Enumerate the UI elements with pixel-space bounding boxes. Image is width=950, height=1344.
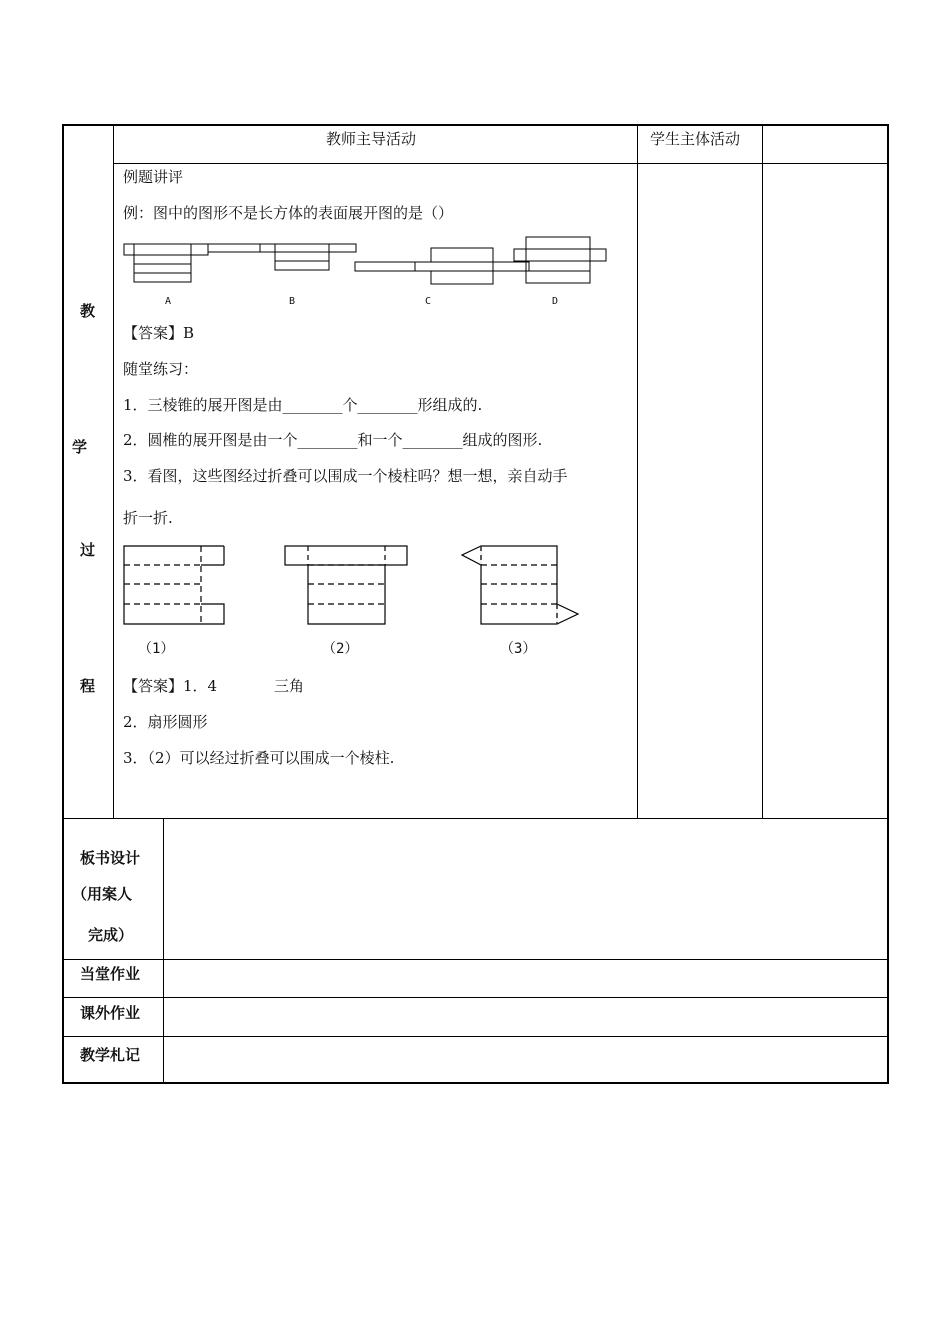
side-char-2: 学 [72, 438, 88, 456]
answer-1: 【答案】B [123, 324, 195, 342]
side-char-4: 程 [80, 677, 96, 695]
answer-2-line3: 3．（2）可以经过折叠可以围成一个棱柱. [123, 749, 395, 767]
table-border-top [62, 124, 889, 126]
board-design-line3: 完成） [88, 926, 134, 944]
classwork-label: 当堂作业 [80, 965, 141, 983]
section-title: 例题讲评 [123, 168, 184, 186]
question-3-line1: 3．看图，这些图经过折叠可以围成一个棱柱吗？想一想，亲自动手 [123, 467, 568, 485]
question-3-line2: 折一折. [123, 509, 173, 527]
example-question: 例：图中的图形不是长方体的表面展开图的是（） [123, 204, 454, 222]
table-border-right [887, 124, 889, 1084]
teaching-notes-label: 教学札记 [80, 1046, 141, 1064]
fig2-label-1: （1） [138, 641, 175, 657]
divider-side [113, 124, 114, 818]
row-rule-2 [62, 997, 889, 998]
fig1-label-c: C [425, 296, 432, 307]
header-teacher: 教师主导活动 [326, 130, 417, 148]
table-border-bottom [62, 1082, 889, 1084]
fig1-label-a: A [165, 296, 172, 307]
fig2-label-2: （2） [322, 641, 359, 657]
practice-title: 随堂练习： [123, 360, 199, 378]
answer-2-suffix: 三角 [274, 677, 305, 695]
side-char-1: 教 [80, 302, 96, 320]
question-2: 2．圆椎的展开图是由一个________和一个________组成的图形. [123, 431, 543, 449]
divider-teacher [637, 124, 638, 818]
row-rule-3 [62, 1036, 889, 1037]
fig2-label-3: （3） [500, 641, 537, 657]
section-rule [62, 818, 889, 819]
figure-prism-nets [120, 540, 590, 630]
question-1: 1．三棱锥的展开图是由________个________形组成的. [123, 396, 483, 414]
table-border-left [62, 124, 64, 1084]
answer-2-line2: 2．扇形圆形 [123, 713, 208, 731]
fig1-label-d: D [552, 296, 559, 307]
fig1-label-b: B [289, 296, 296, 307]
answer-2-prefix: 【答案】1．4 [123, 677, 218, 695]
homework-label: 课外作业 [80, 1004, 141, 1022]
side-char-3: 过 [80, 541, 96, 559]
header-rule [113, 163, 888, 164]
divider-student [762, 124, 763, 818]
row-rule-1 [62, 959, 889, 960]
board-design-line1: 板书设计 [80, 849, 141, 867]
header-student: 学生主体活动 [650, 130, 741, 148]
board-design-line2: （用案人 [72, 885, 133, 903]
figure-box-nets [120, 235, 620, 285]
lower-divider [163, 818, 164, 1083]
